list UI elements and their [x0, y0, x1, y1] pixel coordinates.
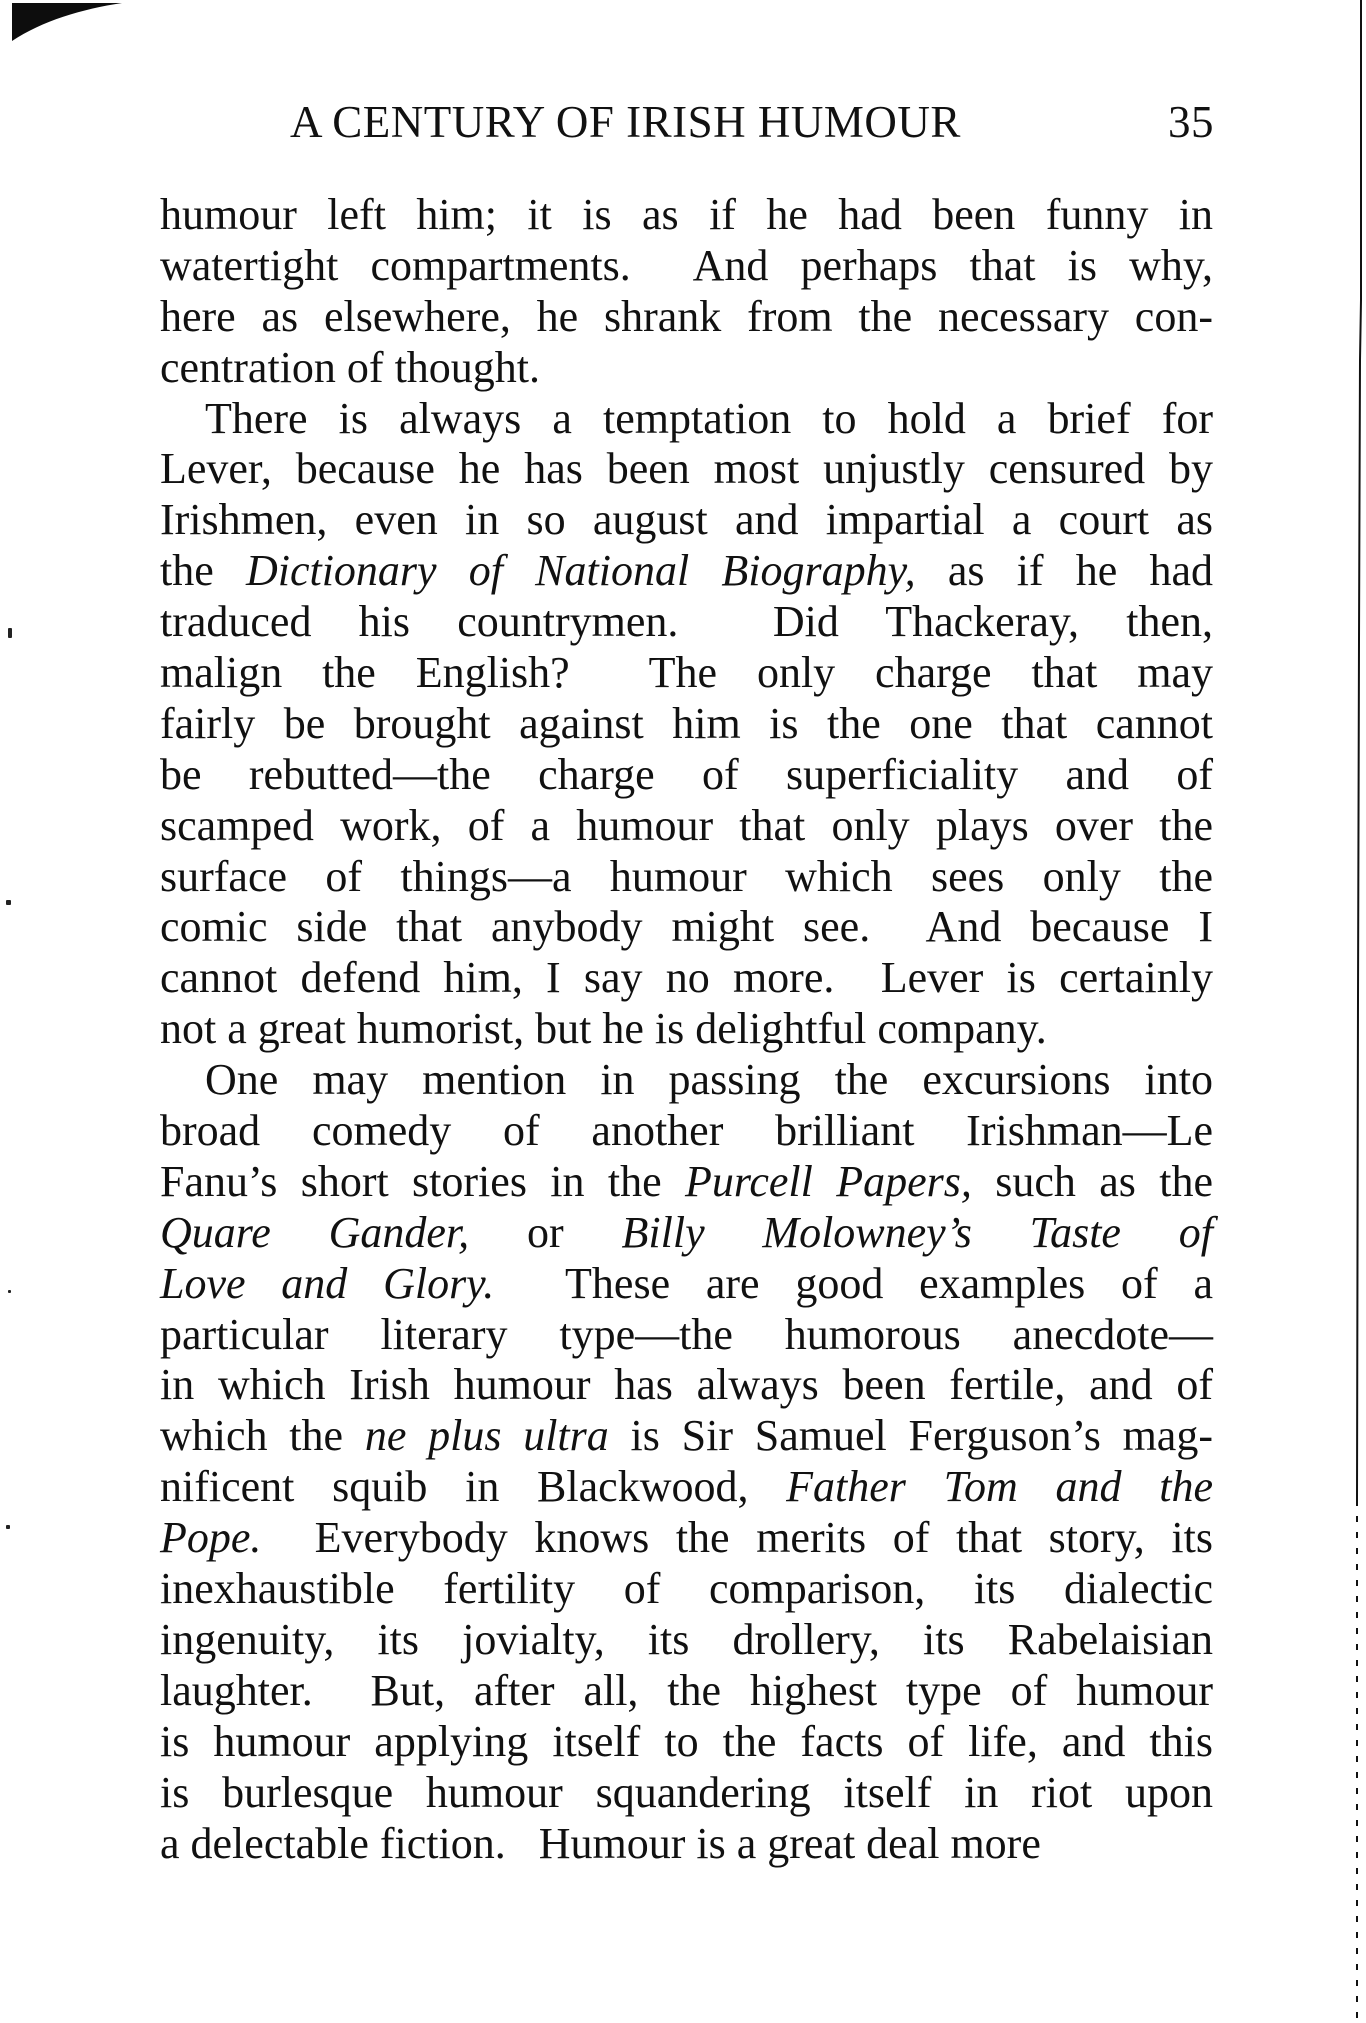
text-line	[160, 852, 1213, 903]
text-run: broad comedy of another brilliant Irishman—Le	[160, 1106, 1213, 1156]
page-number: 35	[1168, 97, 1214, 147]
running-title: A CENTURY OF IRISH HUMOUR	[290, 97, 961, 147]
text-run: fairly be brought against him is the one that cannot	[160, 698, 1213, 748]
text-line	[160, 1564, 1213, 1615]
margin-speck	[6, 1525, 10, 1529]
margin-speck	[8, 628, 12, 638]
text-run: such as the	[971, 1156, 1214, 1206]
text-line	[160, 1004, 1213, 1055]
text-run: Fanu’s short stories in the	[160, 1156, 685, 1206]
paragraph	[160, 394, 1213, 1056]
paragraph	[160, 1055, 1213, 1869]
text-run: Irishmen, even in so august and impartial a court as	[160, 495, 1213, 545]
text-run: Everybody knows the merits of that story, its	[261, 1513, 1213, 1563]
text-line	[160, 597, 1213, 648]
text-run: inexhaustible fertility of comparison, its dialectic	[160, 1564, 1213, 1614]
text-run: watertight compartments. And perhaps that is why,	[160, 240, 1213, 290]
margin-speck	[6, 900, 11, 905]
text-run: be rebutted—the charge of superficiality and of	[160, 749, 1213, 799]
text-run: or	[469, 1207, 622, 1257]
text-run: a delectable fiction. Humour is a great deal more	[160, 1818, 1041, 1868]
paragraph	[160, 190, 1213, 394]
text-line	[160, 292, 1213, 343]
text-line	[160, 902, 1213, 953]
running-head	[290, 96, 1214, 147]
text-run: here as elsewhere, he shrank from the necessary con-	[160, 291, 1213, 341]
text-run: humour left him; it is as if he had been funny in	[160, 190, 1213, 239]
text-line	[160, 1462, 1213, 1513]
italic-title: Quare Gander,	[160, 1207, 470, 1257]
scan-corner-artifact	[12, 3, 122, 41]
text-run: cannot defend him, I say no more. Lever is certainly	[160, 953, 1213, 1003]
text-line	[160, 1106, 1213, 1157]
text-run: Lever, because he has been most unjustly censured by	[160, 444, 1213, 494]
italic-title: Pope.	[160, 1513, 262, 1563]
text-line	[160, 801, 1213, 852]
text-line	[160, 241, 1213, 292]
text-run: scamped work, of a humour that only plays over the	[160, 800, 1213, 850]
text-line	[160, 1666, 1213, 1717]
text-line	[160, 444, 1213, 495]
text-run: the	[160, 546, 246, 596]
text-run: There is always a temptation to hold a brief for	[205, 393, 1213, 443]
text-run: ingenuity, its jovialty, its drollery, its Rabelaisian	[160, 1614, 1213, 1664]
text-line	[160, 546, 1213, 597]
text-run: surface of things—a humour which sees only the	[160, 851, 1213, 901]
text-run: as if he had	[915, 546, 1213, 596]
italic-title: ne plus ultra	[364, 1411, 609, 1461]
text-line	[160, 699, 1213, 750]
text-line	[160, 750, 1213, 801]
text-run: is humour applying itself to the facts of life, and this	[160, 1716, 1213, 1766]
italic-title: Billy Molowney’s Taste of	[621, 1207, 1214, 1257]
text-line	[160, 495, 1213, 546]
italic-title: Love and Glory.	[160, 1258, 495, 1308]
italic-title: Father Tom and the	[786, 1462, 1213, 1512]
text-run: is burlesque humour squandering itself in riot upon	[160, 1767, 1213, 1817]
text-line	[160, 1259, 1213, 1310]
text-line	[160, 343, 1213, 394]
text-run: comic side that anybody might see. And because I	[160, 902, 1213, 952]
margin-speck	[8, 1290, 11, 1293]
text-run: is Sir Samuel Ferguson’s mag-	[608, 1411, 1213, 1461]
text-line	[160, 190, 1213, 241]
italic-title: Purcell Papers,	[684, 1156, 972, 1206]
text-line	[160, 1615, 1213, 1666]
text-run: particular literary type—the humorous anecdote—	[160, 1309, 1213, 1359]
page-edge-line	[1346, 0, 1366, 2023]
text-line	[160, 1208, 1213, 1259]
text-line	[160, 394, 1213, 445]
text-line	[160, 648, 1213, 699]
text-line	[160, 1360, 1213, 1411]
text-line	[160, 1157, 1213, 1208]
text-run: These are good examples of a	[494, 1258, 1213, 1308]
text-line	[160, 1310, 1213, 1361]
text-run: in which Irish humour has always been fertile, and of	[160, 1360, 1213, 1410]
text-run: traduced his countrymen. Did Thackeray, then,	[160, 597, 1213, 647]
text-run: which the	[160, 1411, 365, 1461]
text-line	[160, 953, 1213, 1004]
text-run: centration of thought.	[160, 342, 541, 392]
text-run: malign the English? The only charge that may	[160, 648, 1213, 698]
text-line	[160, 1411, 1213, 1462]
text-line	[160, 1717, 1213, 1768]
text-line	[160, 1768, 1213, 1819]
text-line	[160, 1819, 1213, 1870]
text-run: One may mention in passing the excursions into	[205, 1055, 1213, 1105]
text-line	[160, 1513, 1213, 1564]
body-text	[160, 190, 1213, 1869]
text-line	[160, 1055, 1213, 1106]
italic-title: Dictionary of National Biography,	[245, 546, 916, 596]
text-run: not a great humorist, but he is delightful company.	[160, 1004, 1047, 1054]
text-run: laughter. But, after all, the highest type of humour	[160, 1665, 1213, 1715]
text-run: nificent squib in Blackwood,	[160, 1462, 787, 1512]
